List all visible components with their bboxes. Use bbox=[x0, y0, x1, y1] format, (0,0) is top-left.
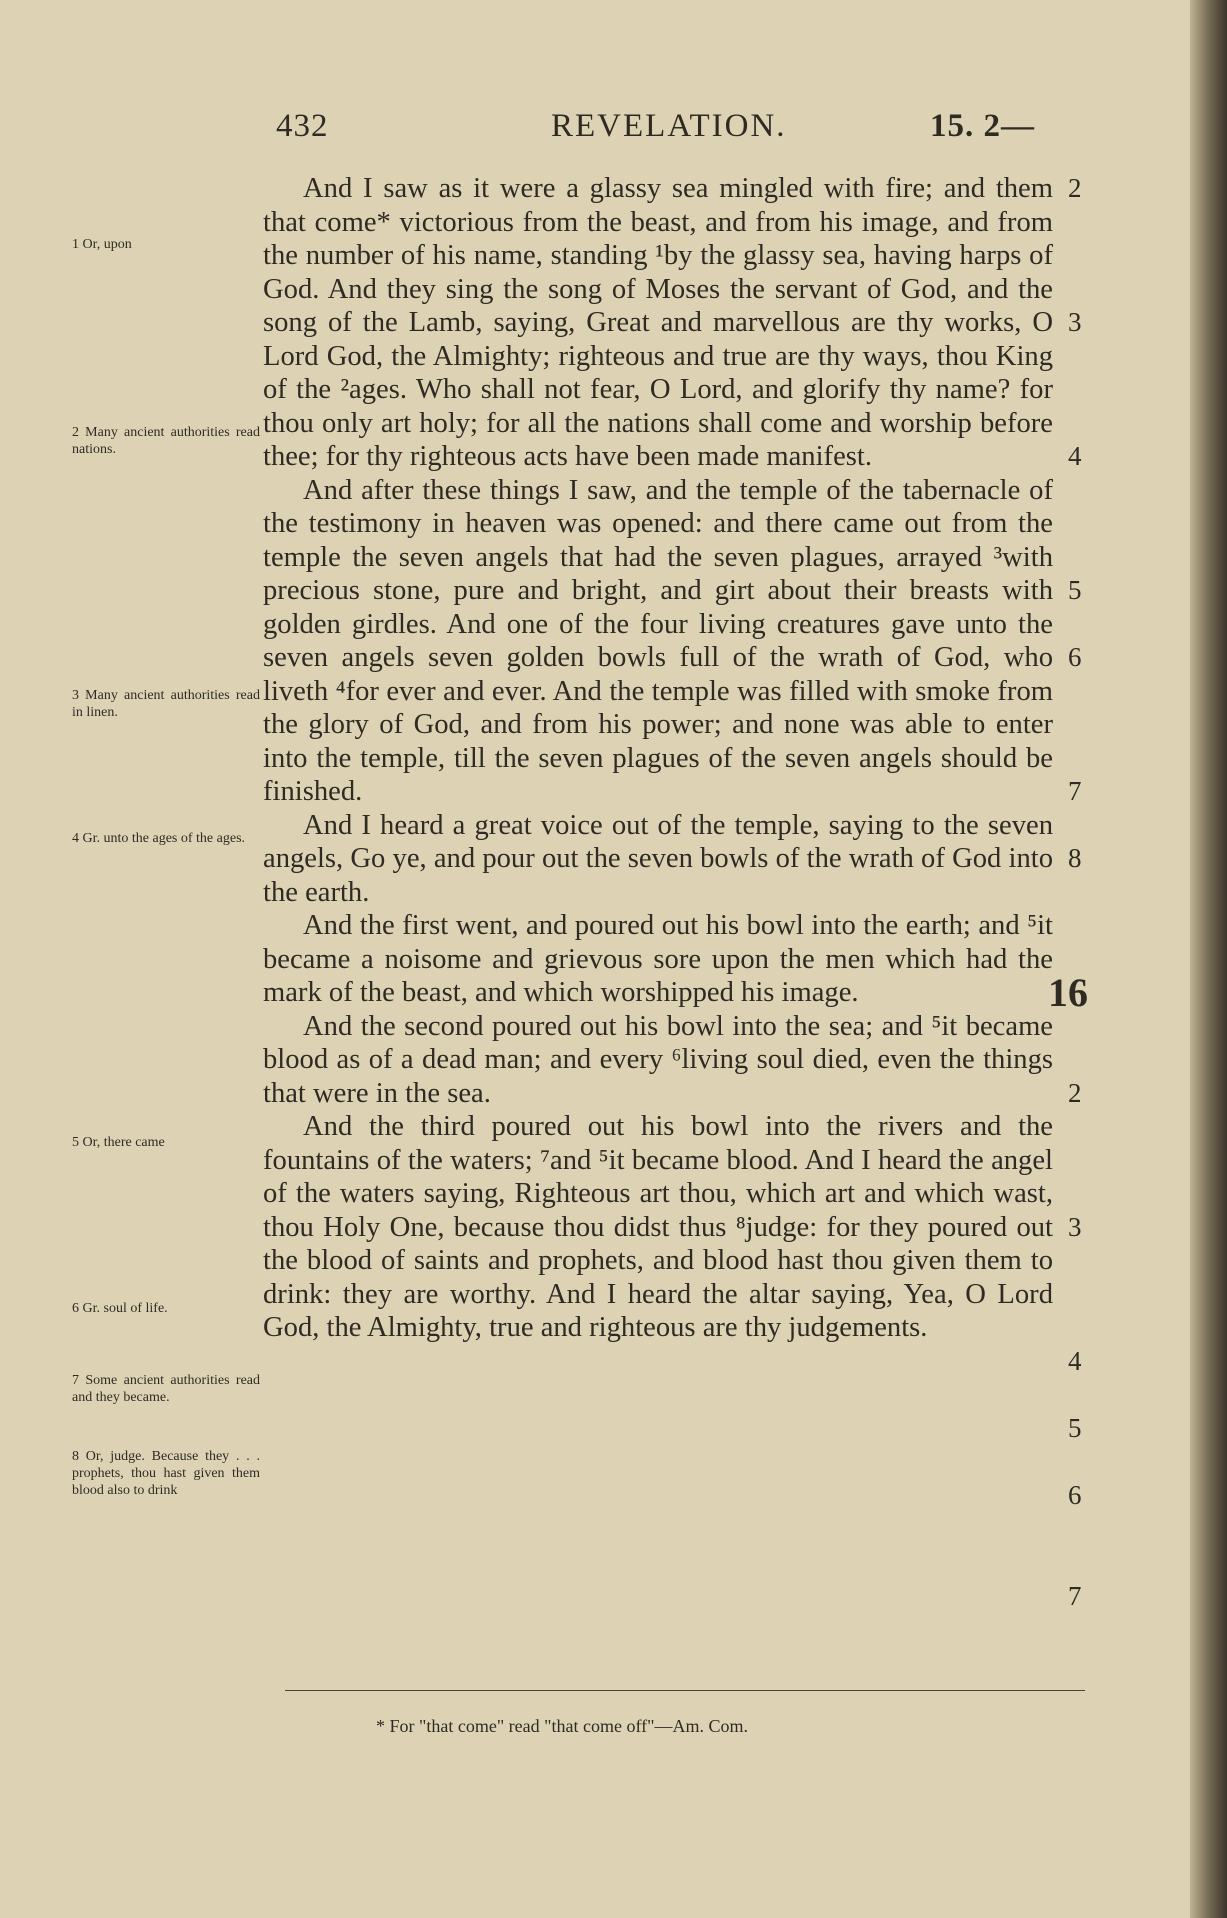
page-number: 432 bbox=[276, 108, 329, 144]
paragraph: And the third poured out his bowl into the rivers and the fountains of the waters; ⁷and ⁵it became blood. And I heard the angel of the waters saying, Righteous art thou, which art and which wast, thou Holy One, because thou didst thus ⁸judge: for they poured out the blood of saints and prophets, and blood hast thou given them to drink: they are worthy. And I heard the altar saying, Yea, O Lord God, the Almighty, true and righteous are thy judgements. bbox=[263, 1111, 1053, 1343]
margin-note: 6 Gr. soul of life. bbox=[72, 1301, 168, 1316]
paragraph: And the first went, and poured out his bowl into the earth; and ⁵it became a noisome and grievous sore upon the men which had the mark of the beast, and which worshipped his image. bbox=[263, 910, 1053, 1008]
verse-number: 6 bbox=[1068, 1480, 1082, 1510]
verse-number: 4 bbox=[1068, 441, 1082, 471]
verse-number: 4 bbox=[1068, 1346, 1082, 1376]
verse-number: 6 bbox=[1068, 642, 1082, 672]
chapter-verse-reference: 15. 2— bbox=[930, 108, 1035, 144]
margin-note: 3 Many ancient authorities read in linen. bbox=[72, 688, 260, 720]
margin-note: 8 Or, judge. Because they . . . prophets, thou hast given them blood also to drink bbox=[72, 1449, 260, 1498]
margin-note: 7 Some ancient authorities read and they became. bbox=[72, 1373, 260, 1405]
paragraph: And after these things I saw, and the temple of the tabernacle of the testimony in heaven was opened: and there came out from the temple the seven angels that had the seven plagues, arrayed ³with precious stone, pure and bright, and girt about their breasts with golden girdles. And one of the four living creatures gave unto the seven angels seven golden bowls full of the wrath of God, who liveth ⁴for ever and ever. And the temple was filled with smoke from the glory of God, and from his power; and none was able to enter into the temple, till the seven plagues of the seven angels should be finished. bbox=[263, 474, 1053, 807]
footnote-divider bbox=[285, 1690, 1085, 1691]
paragraph: And I heard a great voice out of the temple, saying to the seven angels, Go ye, and pour out the seven bowls of the wrath of God into the earth. bbox=[263, 809, 1053, 908]
verse-number: 7 bbox=[1068, 776, 1082, 806]
margin-note: 1 Or, upon bbox=[72, 237, 132, 252]
footnote: * For "that come" read "that come off"—Am. Com. bbox=[376, 1716, 748, 1736]
verse-number: 2 bbox=[1068, 1078, 1082, 1108]
verse-number: 2 bbox=[1068, 173, 1082, 203]
verse-number: 3 bbox=[1068, 1212, 1082, 1242]
margin-note: 4 Gr. unto the ages of the ages. bbox=[72, 831, 246, 846]
book-gutter bbox=[1190, 0, 1227, 1918]
verse-number: 5 bbox=[1068, 575, 1082, 605]
verse-number: 5 bbox=[1068, 1413, 1082, 1443]
running-title: REVELATION. bbox=[551, 108, 787, 144]
margin-note: 5 Or, there came bbox=[72, 1135, 165, 1150]
verse-number: 3 bbox=[1068, 307, 1082, 337]
paragraph: And I saw as it were a glassy sea mingled with fire; and them that come* victorious from the beast, and from his image, and from the number of his name, standing ¹by the glassy sea, having harps of God. And they sing the song of Moses the servant of God, and the song of the Lamb, saying, Great and marvellous are thy works, O Lord God, the Almighty; righteous and true are thy ways, thou King of the ²ages. Who shall not fear, O Lord, and glorify thy name? for thou only art holy; for all the nations shall come and worship before thee; for thy righteous acts have been made manifest. bbox=[263, 173, 1053, 472]
page-header bbox=[0, 108, 1190, 152]
verse-number: 7 bbox=[1068, 1581, 1082, 1611]
margin-note: 2 Many ancient authorities read nations. bbox=[72, 425, 260, 457]
scripture-text bbox=[263, 172, 1053, 1345]
chapter-number: 16 bbox=[1048, 970, 1088, 1015]
paragraph: And the second poured out his bowl into the sea; and ⁵it became blood as of a dead man; and every ⁶living soul died, even the things that were in the sea. bbox=[263, 1010, 1053, 1109]
verse-number: 8 bbox=[1068, 843, 1082, 873]
